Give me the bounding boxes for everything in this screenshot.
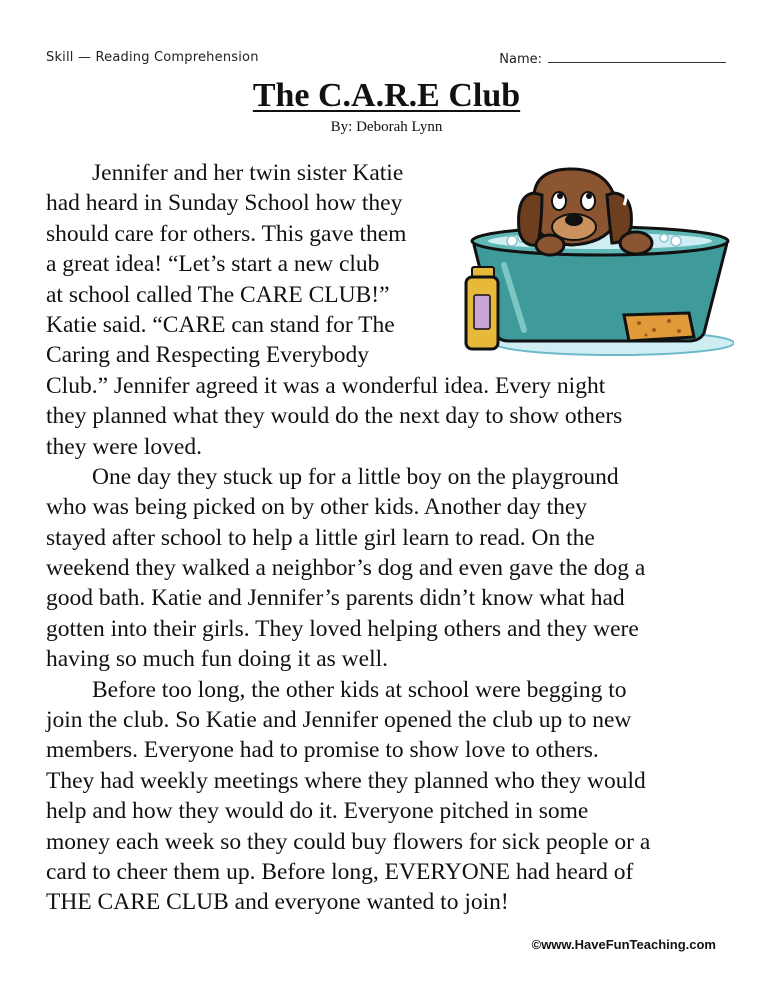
- name-field[interactable]: [499, 50, 726, 67]
- skill-label: Skill — Reading Comprehension: [46, 50, 259, 65]
- name-blank-line[interactable]: [548, 50, 726, 63]
- page-title: [0, 76, 773, 116]
- author-byline: By: Deborah Lynn: [330, 119, 443, 135]
- story-line: they planned what they would do the next day to show others: [46, 403, 623, 430]
- story-line: had heard in Sunday School how they: [46, 190, 403, 217]
- name-label: Name:: [499, 52, 542, 67]
- story-line: at school called The CARE CLUB!”: [46, 281, 390, 308]
- copyright-footer: ©www.HaveFunTeaching.com: [531, 937, 716, 952]
- story-line: One day they stuck up for a little boy on the playground: [92, 463, 619, 490]
- story-line: Caring and Respecting Everybody: [46, 342, 370, 369]
- story-line: They had weekly meetings where they planned who they would: [46, 767, 646, 794]
- story-line: a great idea! “Let’s start a new club: [46, 251, 380, 278]
- story-line: having so much fun doing it as well.: [46, 646, 389, 673]
- story-line: join the club. So Katie and Jennifer opened the club up to new: [46, 707, 632, 734]
- story-line: stayed after school to help a little girl learn to read. On the: [46, 524, 595, 551]
- story-line: who was being picked on by other kids. Another day they: [46, 494, 588, 521]
- story-line: money each week so they could buy flowers for sick people or a: [46, 828, 651, 855]
- title-text: The C.A.R.E Club: [252, 77, 521, 114]
- story-line: Katie said. “CARE can stand for The: [46, 311, 395, 338]
- worksheet-header: [46, 50, 726, 70]
- story-line: weekend they walked a neighbor’s dog and even gave the dog a: [46, 555, 646, 582]
- story-line: THE CARE CLUB and everyone wanted to join!: [46, 889, 509, 916]
- story-line: should care for others. This gave them: [46, 220, 407, 247]
- story-line: help and how they would do it. Everyone pitched in some: [46, 798, 589, 825]
- story-text: [46, 158, 736, 918]
- story-line: gotten into their girls. They loved helping others and they were: [46, 615, 639, 642]
- story-line: Club.” Jennifer agreed it was a wonderful idea. Every night: [46, 372, 606, 399]
- story-line: members. Everyone had to promise to show love to others.: [46, 737, 599, 764]
- story-line: card to cheer them up. Before long, EVERYONE had heard of: [46, 858, 634, 885]
- story-line: Before too long, the other kids at school were begging to: [92, 676, 627, 703]
- story-line: good bath. Katie and Jennifer’s parents didn’t know what had: [46, 585, 625, 612]
- story-line: Jennifer and her twin sister Katie: [92, 160, 404, 186]
- story-line: they were loved.: [46, 433, 202, 460]
